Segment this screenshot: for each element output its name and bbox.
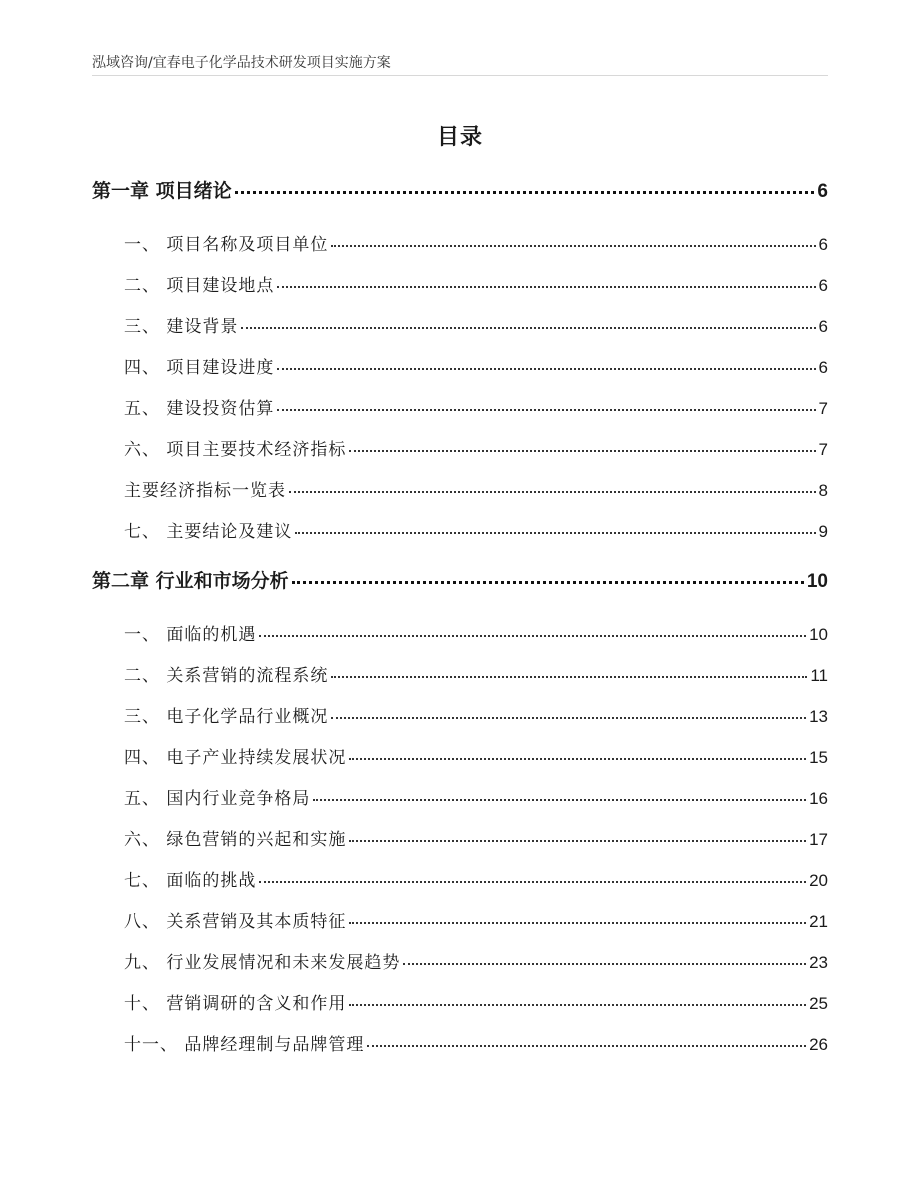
dot-leader [313, 799, 806, 801]
toc-section[interactable] [92, 435, 828, 476]
dot-leader [403, 963, 806, 965]
dot-leader [367, 1045, 806, 1047]
page-number: 9 [818, 522, 828, 541]
toc-section[interactable] [92, 948, 828, 989]
dot-leader [349, 840, 806, 842]
page-number: 7 [818, 399, 828, 418]
section-label: 三、 电子化学品行业概况 [124, 707, 329, 727]
page-number: 6 [818, 276, 828, 295]
page-number: 20 [809, 871, 828, 890]
section-label: 六、 绿色营销的兴起和实施 [124, 830, 347, 850]
section-label: 四、 电子产业持续发展状况 [124, 748, 347, 768]
dot-leader [241, 327, 815, 329]
page-number: 10 [806, 571, 828, 592]
page-number: 6 [817, 181, 828, 202]
page-number: 13 [809, 707, 828, 726]
section-label: 七、 面临的挑战 [124, 871, 257, 891]
page-number: 7 [818, 440, 828, 459]
dot-leader [331, 245, 815, 247]
section-label: 十一、 品牌经理制与品牌管理 [124, 1035, 365, 1055]
section-label: 一、 项目名称及项目单位 [124, 235, 329, 255]
toc-section[interactable] [92, 784, 828, 825]
page-number: 6 [818, 317, 828, 336]
dot-leader [349, 450, 815, 452]
toc-section[interactable] [92, 620, 828, 661]
section-label: 五、 国内行业竞争格局 [124, 789, 311, 809]
page-number: 15 [809, 748, 828, 767]
toc-section[interactable] [92, 1030, 828, 1071]
section-label: 十、 营销调研的含义和作用 [124, 994, 347, 1014]
chapter-label: 第一章 项目绪论 [92, 180, 232, 202]
header-divider [92, 75, 828, 76]
section-label: 主要经济指标一览表 [124, 481, 286, 501]
section-label: 二、 项目建设地点 [124, 276, 275, 296]
toc-section[interactable] [92, 517, 828, 558]
toc-title: 目录 [436, 125, 483, 150]
dot-leader [289, 491, 816, 493]
section-label: 二、 关系营销的流程系统 [124, 666, 329, 686]
section-label: 一、 面临的机遇 [124, 625, 257, 645]
page-number: 8 [818, 481, 828, 500]
dot-leader [349, 1004, 806, 1006]
dot-leader [235, 191, 815, 194]
dot-leader [277, 368, 815, 370]
table-of-contents [92, 176, 828, 1071]
toc-section[interactable] [92, 271, 828, 312]
dot-leader [349, 758, 806, 760]
toc-section[interactable] [92, 825, 828, 866]
toc-section[interactable] [92, 661, 828, 702]
toc-section[interactable] [92, 312, 828, 353]
dot-leader [331, 676, 807, 678]
section-label: 七、 主要结论及建议 [124, 522, 293, 542]
section-label: 三、 建设背景 [124, 317, 239, 337]
toc-section[interactable] [92, 866, 828, 907]
section-label: 六、 项目主要技术经济指标 [124, 440, 347, 460]
toc-section[interactable] [92, 476, 828, 517]
toc-section[interactable] [92, 394, 828, 435]
page-header: 泓域咨询/宜春电子化学品技术研发项目实施方案 [92, 55, 391, 71]
toc-section[interactable] [92, 230, 828, 271]
toc-section[interactable] [92, 353, 828, 394]
dot-leader [277, 409, 815, 411]
toc-section[interactable] [92, 702, 828, 743]
page-number: 21 [809, 912, 828, 931]
section-label: 四、 项目建设进度 [124, 358, 275, 378]
dot-leader [331, 717, 806, 719]
toc-section[interactable] [92, 743, 828, 784]
toc-section[interactable] [92, 907, 828, 948]
page-number: 25 [809, 994, 828, 1013]
page-number: 6 [818, 358, 828, 377]
page-number: 6 [818, 235, 828, 254]
dot-leader [295, 532, 815, 534]
page-number: 11 [810, 666, 828, 685]
section-label: 五、 建设投资估算 [124, 399, 275, 419]
page-number: 10 [809, 625, 828, 644]
toc-section[interactable] [92, 989, 828, 1030]
page-number: 23 [809, 953, 828, 972]
dot-leader [292, 581, 804, 584]
toc-chapter[interactable] [92, 176, 828, 218]
dot-leader [277, 286, 815, 288]
page-number: 16 [809, 789, 828, 808]
section-label: 九、 行业发展情况和未来发展趋势 [124, 953, 401, 973]
dot-leader [349, 922, 806, 924]
page-number: 17 [809, 830, 828, 849]
dot-leader [259, 881, 806, 883]
section-label: 八、 关系营销及其本质特征 [124, 912, 347, 932]
chapter-label: 第二章 行业和市场分析 [92, 570, 289, 592]
page-number: 26 [809, 1035, 828, 1054]
dot-leader [259, 635, 806, 637]
toc-chapter[interactable] [92, 566, 828, 608]
